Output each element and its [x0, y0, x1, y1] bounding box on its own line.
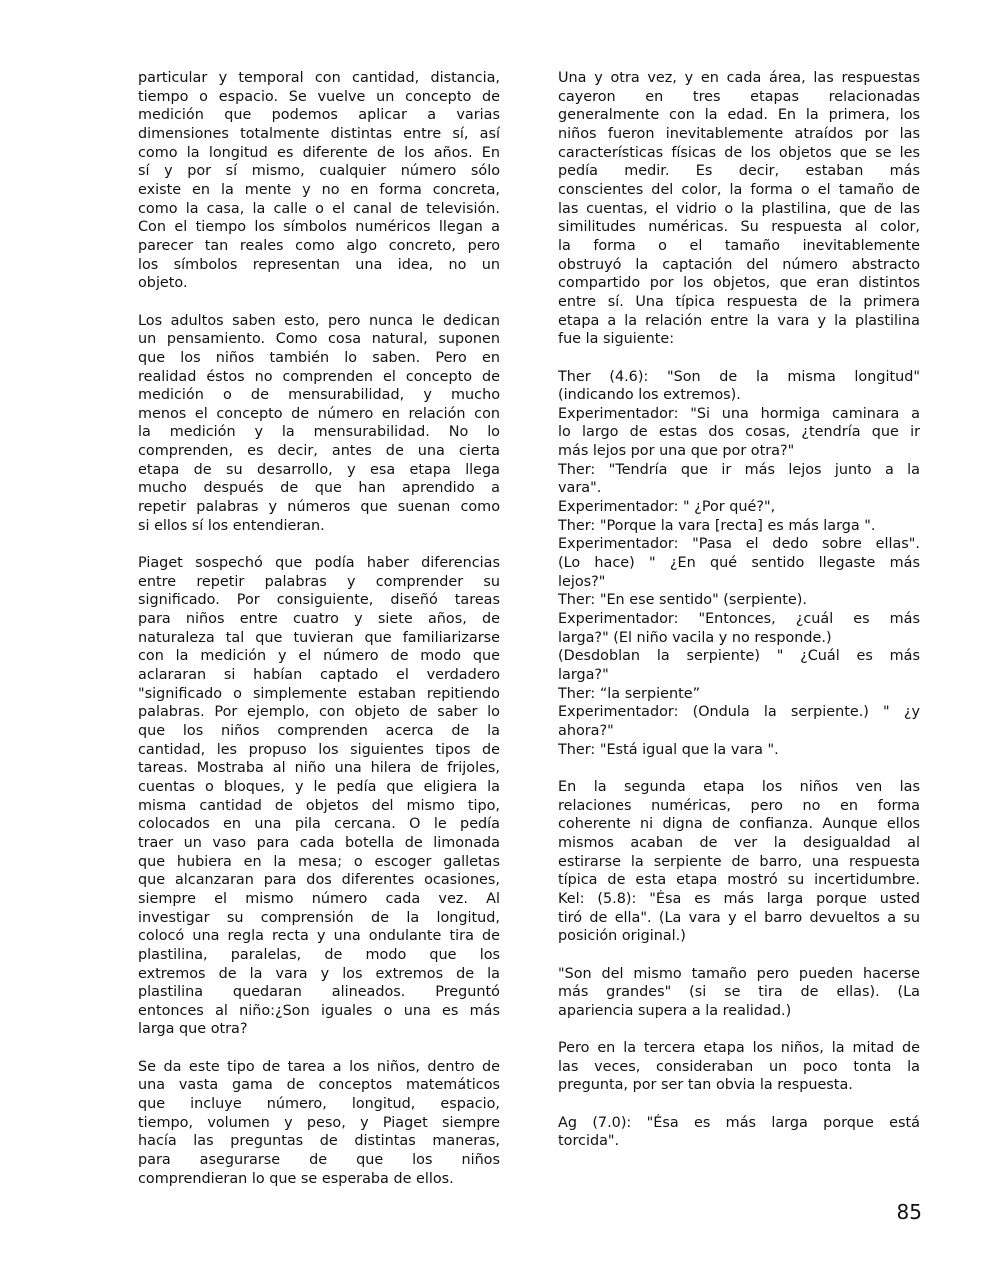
text-line: Experimentador: " ¿Por qué?", [558, 499, 776, 516]
text-block [138, 312, 500, 536]
text-line: mucho después de que han aprendido a [138, 480, 500, 497]
text-line: naturaleza tal que tuvieran que familiarizarse [138, 629, 500, 646]
text-line: Experimentador: "Entonces, ¿cuál es más [558, 611, 920, 628]
text-line: significado. Por consiguiente, diseñó tareas [138, 592, 500, 609]
text-line: características físicas de los objetos que se les [558, 144, 920, 161]
text-line: que hubiera en la mesa; o escoger galletas [138, 853, 500, 870]
text-line: entre sí. Una típica respuesta de la primera [558, 293, 920, 310]
text-line: generalmente con la edad. En la primera, los [558, 107, 920, 124]
text-line: Ag (7.0): "Ésa es más larga porque está [558, 1114, 920, 1131]
page-number: 85 [896, 1200, 922, 1224]
text-line: etapa de su desarrollo, y esa etapa llega [138, 461, 500, 478]
text-line: Piaget sospechó que podía haber diferencias [138, 555, 500, 572]
text-line: más lejos por una que por otra?" [558, 443, 795, 460]
text-line: para niños entre cuatro y siete años, de [138, 611, 500, 628]
text-line: (Lo hace) " ¿En qué sentido llegaste más [558, 555, 920, 572]
text-line: sí y por sí mismo, cualquier número sólo [138, 163, 500, 180]
paragraph [558, 69, 920, 349]
text-line: Se da este tipo de tarea a los niños, dentro de [138, 1058, 500, 1075]
text-line: las cuentas, el vidrio o la plastilina, que de las [558, 200, 920, 217]
paragraph [558, 517, 920, 536]
text-line: traer un vaso para cada botella de limonada [138, 834, 500, 851]
text-block [558, 778, 920, 946]
text-line: entre repetir palabras y comprender su [138, 573, 500, 590]
text-line: que los niños comprenden acerca de la [138, 722, 500, 739]
text-line: Ther: "Porque la vara [recta] es más larga ". [558, 517, 876, 534]
text-line: Ther: “la serpiente” [558, 685, 701, 702]
text-line: parecer tan reales como algo concreto, pero [138, 237, 500, 254]
text-line: vara". [558, 480, 602, 497]
text-line: (Desdoblan la serpiente) " ¿Cuál es más [558, 648, 920, 665]
text-line: larga?" (El niño vacila y no responde.) [558, 629, 832, 646]
text-block [558, 965, 920, 1021]
text-line: Ther: "En ese sentido" (serpiente). [558, 592, 807, 609]
text-line: apariencia supera a la realidad.) [558, 1002, 792, 1019]
text-block [138, 1058, 500, 1189]
text-line: una vasta gama de conceptos matemáticos [138, 1077, 500, 1094]
text-line: Experimentador: (Ondula la serpiente.) " ¿y [558, 704, 920, 721]
text-line: ahora?" [558, 722, 614, 739]
text-block [138, 69, 500, 293]
text-line: mismos acaban de ver la desigualdad al [558, 834, 920, 851]
text-line: tiró de ella". (La vara y el barro devueltos a su [558, 909, 920, 926]
text-line: típica de esta etapa mostró su incertidumbre. [558, 872, 920, 889]
text-line: aclararan si habían captado el verdadero [138, 667, 500, 683]
paragraph [558, 647, 920, 684]
paragraph [558, 1114, 920, 1151]
paragraph [558, 535, 920, 591]
text-line: Kel: (5.8): "Ésa es más larga porque usted [558, 890, 920, 907]
text-line: realidad éstos no comprenden el concepto de [138, 368, 500, 385]
text-line: pregunta, por ser tan obvia la respuesta. [558, 1077, 853, 1094]
text-line: relaciones numéricas, pero no en forma [558, 797, 920, 814]
paragraph [558, 461, 920, 498]
text-line: torcida". [558, 1133, 620, 1150]
text-line: hacía las preguntas de distintas maneras, [138, 1133, 500, 1150]
paragraph [558, 610, 920, 647]
text-line: colocados en una pila cercana. O le pedía [138, 816, 500, 833]
paragraph [558, 965, 920, 1021]
text-line: comprendieran lo que se esperaba de ellos. [138, 1170, 454, 1187]
text-line: que incluye número, longitud, espacio, [138, 1096, 500, 1113]
text-line: con la medición y el número de modo que [138, 648, 500, 665]
paragraph [558, 778, 920, 946]
text-line: menos el concepto de número en relación con [138, 405, 500, 422]
text-line: niños fueron inevitablemente atraídos por las [558, 125, 920, 142]
text-line: comprenden, es decir, antes de una cierta [138, 443, 500, 460]
text-line: Ther: "Tendría que ir más lejos junto a la [558, 461, 920, 478]
text-line: medición que podemos aplicar a varias [138, 107, 500, 124]
text-block [558, 368, 920, 760]
text-line: "significado o simplemente estaban repitiendo [138, 685, 500, 702]
paragraph [558, 405, 920, 461]
text-line: compartido por los objetos, que eran distintos [558, 275, 920, 292]
text-line: medición o de mensurabilidad, y mucho [138, 387, 500, 404]
text-line: plastilina quedaran alineados. Preguntó [138, 984, 500, 1001]
text-line: dimensiones totalmente distintas entre sí, así [138, 125, 500, 142]
text-line: Ther (4.6): "Son de la misma longitud" [558, 368, 920, 385]
paragraph [558, 498, 920, 517]
paragraph [138, 69, 500, 293]
paragraph [558, 685, 920, 704]
text-line: palabras. Por ejemplo, con objeto de saber lo [138, 704, 500, 721]
text-line: Ther: "Está igual que la vara ". [558, 741, 779, 758]
text-line: existe en la mente y no en forma concreta, [138, 181, 500, 198]
text-line: pedía medir. Es decir, estaban más [558, 163, 920, 180]
text-line: para asegurarse de que los niños [138, 1152, 500, 1169]
text-line: extremos de la vara y los extremos de la [138, 965, 500, 982]
text-line: lejos?" [558, 573, 606, 590]
text-line: Pero en la tercera etapa los niños, la mitad de [558, 1040, 920, 1057]
text-line: cantidad, les propuso los siguientes tipos de [138, 741, 500, 758]
text-line: similitudes numéricas. Su respuesta al color, [558, 219, 920, 236]
text-line: un pensamiento. Como cosa natural, suponen [138, 331, 500, 348]
text-line: Experimentador: "Si una hormiga caminara a [558, 405, 920, 422]
text-line: larga que otra? [138, 1021, 248, 1038]
paragraph [138, 554, 500, 1039]
paragraph [138, 1058, 500, 1189]
text-line: tiempo, volumen y peso, y Piaget siempre [138, 1114, 500, 1131]
text-line: como la longitud es diferente de los años. En [138, 144, 500, 161]
left-column [138, 69, 500, 1207]
text-line: si ellos sí los entendieran. [138, 517, 325, 534]
text-line: coherente ni digna de confianza. Aunque ellos [558, 816, 920, 833]
text-line: obstruyó la captación del número abstracto [558, 256, 920, 273]
text-block [558, 1114, 920, 1151]
text-line: "Son del mismo tamaño pero pueden hacerse [558, 965, 920, 982]
text-line: la medición y la mensurabilidad. No lo [138, 424, 500, 441]
text-line: misma cantidad de objetos del mismo tipo, [138, 797, 500, 814]
text-block [558, 1039, 920, 1095]
text-line: los símbolos representan una idea, no un [138, 256, 500, 273]
text-line: Experimentador: "Pasa el dedo sobre ellas". [558, 536, 920, 553]
paragraph [558, 703, 920, 740]
text-line: Con el tiempo los símbolos numéricos llegan a [138, 219, 500, 236]
text-line: colocó una regla recta y una ondulante tira de [138, 928, 500, 945]
text-line: conscientes del color, la forma o el tamaño de [558, 181, 920, 198]
text-line: lo largo de estas dos cosas, ¿tendría que ir [558, 424, 920, 441]
text-line: posición original.) [558, 928, 686, 945]
text-line: estirarse la serpiente de barro, una respuesta [558, 853, 920, 870]
text-line: la forma o el tamaño inevitablemente [558, 237, 920, 254]
text-line: repetir palabras y números que suenan como [138, 499, 500, 516]
text-line: Los adultos saben esto, pero nunca le dedican [138, 312, 500, 329]
text-line: particular y temporal con cantidad, distancia, [138, 70, 500, 86]
text-line: cayeron en tres etapas relacionadas [558, 88, 920, 105]
text-line: siempre el mismo número cada vez. Al [138, 890, 500, 907]
paragraph [558, 1039, 920, 1095]
text-line: cuentas o bloques, y le pedía que eligiera la [138, 778, 500, 795]
text-line: fue la siguiente: [558, 331, 675, 348]
paragraph [558, 591, 920, 610]
text-line: En la segunda etapa los niños ven las [558, 778, 920, 795]
text-line: entonces al niño:¿Son iguales o una es más [138, 1002, 500, 1019]
text-line: (indicando los extremos). [558, 387, 741, 404]
text-line: como la casa, la calle o el canal de televisión. [138, 200, 500, 217]
text-block [138, 554, 500, 1039]
text-line: las veces, consideraban un poco tonta la [558, 1058, 920, 1075]
text-line: plastilina, paralelas, de modo que los [138, 946, 500, 963]
text-line: que alcanzaran para dos diferentes ocasiones, [138, 872, 500, 889]
text-block [558, 69, 920, 349]
paragraph [138, 312, 500, 536]
text-line: tareas. Mostraba al niño una hilera de frijoles, [138, 760, 500, 777]
text-line: que los niños también lo saben. Pero en [138, 349, 500, 366]
text-line: objeto. [138, 275, 188, 292]
text-line: larga?" [558, 667, 609, 683]
text-line: investigar su comprensión de la longitud, [138, 909, 500, 926]
text-line: más grandes" (si se tira de ellas). (La [558, 984, 920, 1001]
right-column [558, 69, 920, 1170]
paragraph [558, 741, 920, 760]
paragraph [558, 368, 920, 405]
text-line: etapa a la relación entre la vara y la plastilina [558, 312, 920, 329]
text-line: tiempo o espacio. Se vuelve un concepto de [138, 88, 500, 105]
text-line: Una y otra vez, y en cada área, las respuestas [558, 70, 920, 86]
